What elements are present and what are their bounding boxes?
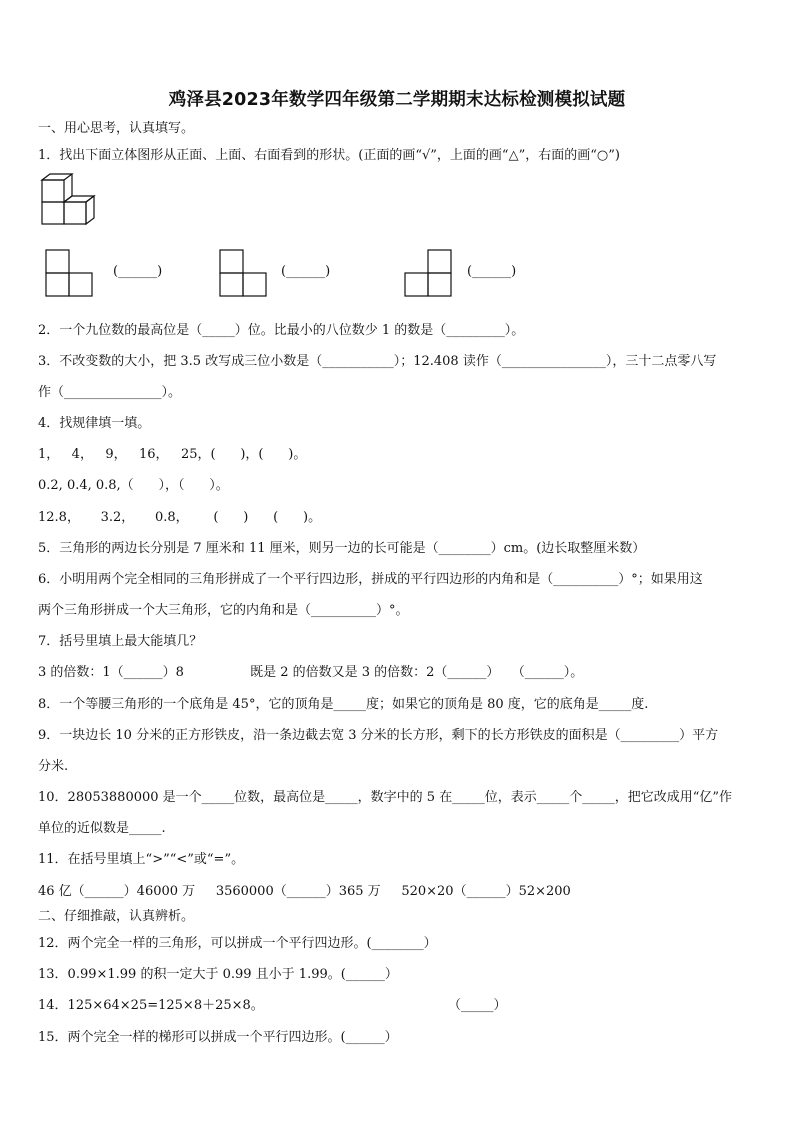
question-11: 11．在括号里填上“>”“<”或“=”。 [38,852,245,867]
question-11-row: 46 亿（______）46000 万 3560000（______）365 万 520×20（______）52×200 [38,884,571,899]
question-3-line-2: 作（_______________）。 [38,385,182,400]
question-6-line-1: 6．小明用两个完全相同的三角形拼成了一个平行四边形，拼成的平行四边形的内角和是（__________）°；如果用这 [38,572,703,587]
question-2: 2．一个九位数的最高位是（_____）位。比最小的八位数少 1 的数是（_________）。 [38,323,525,338]
question-6-line-2: 两个三角形拼成一个大三角形，它的内角和是（__________）°。 [38,603,409,618]
question-7: 7．括号里填上最大能填几？ [38,634,203,649]
question-1: 1．找出下面立体图形从正面、上面、右面看到的形状。(正面的画“√”，上面的画“△”，右面的画“○”) [38,148,620,163]
question-14-answer-blank[interactable]: （_____） [448,998,507,1013]
question-3-line-1: 3．不改变数的大小，把 3.5 改写成三位小数是（___________）；12.408 读作（________________），三十二点零八写 [38,354,717,369]
question-9-line-2: 分米. [38,759,69,774]
question-14: 14．125×64×25=125×8＋25×8。 [38,998,264,1013]
question-12: 12．两个完全一样的三角形，可以拼成一个平行四边形。(________） [38,936,437,951]
view-shape-1 [44,248,96,298]
answer-blank-view-2[interactable]: (______) [281,264,331,279]
answer-blank-view-3[interactable]: (______) [467,264,517,279]
question-4-row-2: 0.2, 0.4, 0.8,（ ），（ ）。 [38,478,229,493]
question-5: 5．三角形的两边长分别是 7 厘米和 11 厘米，则另一边的长可能是（________）cm。(边长取整厘米数） [38,541,646,556]
question-4-row-1: 1， 4， 9， 16， 25，( )，( )。 [38,447,307,462]
cube-solid-figure [40,172,102,230]
view-shape-3 [403,248,455,298]
question-7-row: 3 的倍数：1（______）8 既是 2 的倍数又是 3 的倍数：2（______） （______）。 [38,665,584,680]
page-title: 鸡泽县2023年数学四年级第二学期期末达标检测模拟试题 [168,90,626,110]
question-9-line-1: 9．一块边长 10 分米的正方形铁皮，沿一条边截去宽 3 分米的长方形，剩下的长方形铁皮的面积是（_________）平方 [38,728,719,743]
section-heading-2: 二、仔细推敲，认真辨析。 [38,909,195,924]
question-10-line-1: 10．28053880000 是一个_____位数，最高位是_____，数字中的 5 在_____位，表示_____个_____，把它改成用“亿”作 [38,790,732,805]
question-4: 4．找规律填一填。 [38,416,151,431]
question-4-row-3: 12.8， 3.2， 0.8， ( ) ( )。 [38,510,322,525]
question-13: 13．0.99×1.99 的积一定大于 0.99 且小于 1.99。(______） [38,967,398,982]
view-shape-2 [218,248,270,298]
question-15: 15．两个完全一样的梯形可以拼成一个平行四边形。(______） [38,1030,398,1045]
answer-blank-view-1[interactable]: (______) [113,264,163,279]
question-8: 8．一个等腰三角形的一个底角是 45°，它的顶角是_____度；如果它的顶角是 80 度，它的底角是_____度. [38,697,649,712]
question-10-line-2: 单位的近似数是_____. [38,821,166,836]
section-heading-1: 一、用心思考，认真填写。 [38,121,195,136]
